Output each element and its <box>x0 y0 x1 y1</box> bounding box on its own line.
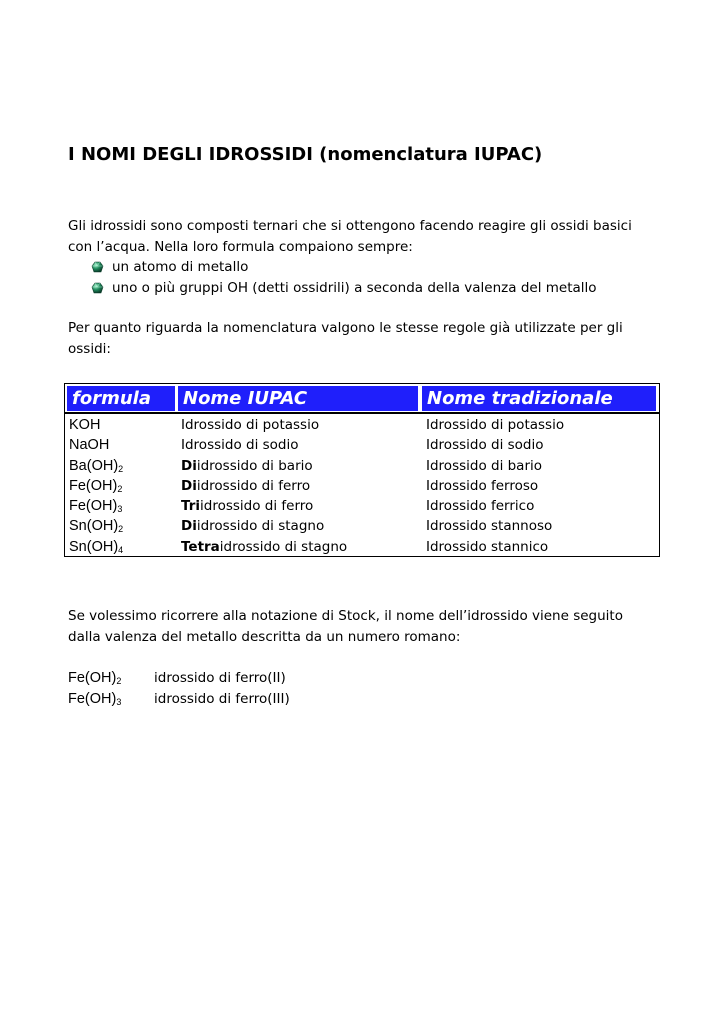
intro-paragraph <box>68 216 658 258</box>
iupac-cell: Diidrossido di stagno <box>181 518 325 535</box>
bullet-text: un atomo di metallo <box>112 259 249 275</box>
iupac-cell: Triidrossido di ferro <box>181 498 314 515</box>
stock-paragraph <box>68 606 658 648</box>
traditional-cell: Idrossido di potassio <box>426 417 565 433</box>
traditional-cell: Idrossido stannico <box>426 538 549 555</box>
gem-bullet-icon <box>90 281 104 295</box>
table-row <box>65 496 659 516</box>
table-row <box>65 415 659 435</box>
para3-line-2: dalla valenza del metallo descritta da un numero romano: <box>68 629 461 645</box>
formula-cell: $Ba(OH)_2$ <box>69 457 124 474</box>
intro-line-2: con l’acqua. Nella loro formula compaiono sempre: <box>68 239 413 255</box>
formula-cell: $Sn(OH)_4$ <box>69 538 124 555</box>
table-row <box>65 516 659 536</box>
intro-line-1: Gli idrossidi sono composti ternari che si ottengono facendo reagire gli ossidi basici <box>68 218 632 234</box>
gem-bullet-icon <box>90 260 104 274</box>
formula-cell: $Sn(OH)_2$ <box>69 518 124 535</box>
bullet-text: uno o più gruppi OH (detti ossidrili) a seconda della valenza del metallo <box>112 280 597 296</box>
para3-line-1: Se volessimo ricorrere alla notazione di Stock, il nome dell’idrossido viene seguito <box>68 608 623 624</box>
table-row <box>65 476 659 496</box>
hydroxide-table <box>64 383 660 557</box>
traditional-cell: Idrossido ferrico <box>426 498 535 515</box>
iupac-cell: Diidrossido di ferro <box>181 477 311 494</box>
stock-formula: $Fe(OH)_3$ <box>68 691 122 707</box>
formula-cell: $Fe(OH)_2$ <box>69 477 123 494</box>
header-formula: formula <box>67 386 175 411</box>
iupac-cell: Idrossido di potassio <box>181 417 320 433</box>
nomenclature-paragraph <box>68 318 658 360</box>
traditional-cell: Idrossido ferroso <box>426 477 539 494</box>
traditional-cell: Idrossido di sodio <box>426 437 544 454</box>
traditional-cell: Idrossido stannoso <box>426 518 553 535</box>
header-traditional-name: Nome tradizionale <box>422 386 656 411</box>
list-item <box>90 278 597 299</box>
iupac-cell: Diidrossido di bario <box>181 457 313 474</box>
table-row <box>65 456 659 476</box>
traditional-cell: Idrossido di bario <box>426 457 543 474</box>
table-row <box>65 435 659 455</box>
list-item <box>90 257 597 278</box>
iupac-cell: Tetraidrossido di stagno <box>181 538 348 555</box>
stock-formula: $Fe(OH)_2$ <box>68 670 122 686</box>
table-header <box>65 384 659 414</box>
stock-name: idrossido di ferro(II) <box>154 670 286 686</box>
iupac-cell: Idrossido di sodio <box>181 437 299 454</box>
header-iupac-name: Nome IUPAC <box>178 386 418 411</box>
formula-cell: KOH <box>69 417 101 433</box>
table-body <box>65 415 659 557</box>
stock-name: idrossido di ferro(III) <box>154 691 290 707</box>
table-row <box>65 537 659 557</box>
page-title: I NOMI DEGLI IDROSSIDI (nomenclatura IUPAC) <box>68 144 543 165</box>
para2-line-2: ossidi: <box>68 341 111 357</box>
formula-cell: $Fe(OH)_3$ <box>69 498 123 515</box>
bullet-list <box>90 257 597 299</box>
formula-cell: NaOH <box>69 437 110 454</box>
para2-line-1: Per quanto riguarda la nomenclatura valgono le stesse regole già utilizzate per gli <box>68 320 623 336</box>
